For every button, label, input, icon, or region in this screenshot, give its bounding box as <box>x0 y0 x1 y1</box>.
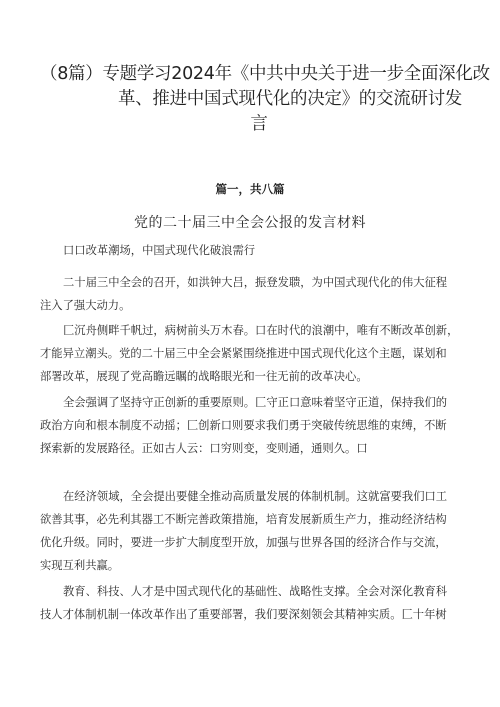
paragraph <box>40 271 470 317</box>
paragraph-line: 优化升级。同时，要进一步扩大制度型开放，加强与世界各国的经济合作与交流， <box>40 536 447 549</box>
paragraph-line: 探索新的发展路径。正如古人云：口穷则变，变则通，通则久。口 <box>40 442 368 455</box>
paragraph-line: 政治方向和根本制度不动摇；匚创新口则要求我们勇于突破传统思维的束缚，不断 <box>40 419 447 432</box>
paragraph-line: 欲善其事，必先利其器工不断完善政策措施，培育发展新质生产力，推动经济结构 <box>40 513 447 526</box>
paragraph-line: 口口改革潮场，中国式现代化破浪需行 <box>63 244 256 257</box>
document-title <box>40 62 490 137</box>
paragraph-line: 注入了强大动力。 <box>40 299 131 312</box>
paragraph-line: 二十届三中全会的召开，如洪钟大吕，振登发聩，为中国式现代化的伟大征程 <box>63 276 448 289</box>
title-line: 革、推进中国式现代化的决定》的交流研讨发 <box>118 89 462 109</box>
section-label: 篇一，共八篇 <box>215 182 285 196</box>
title-line: （8篇）专题学习2024年《中共中央关于进一步全面深化改 <box>40 64 490 84</box>
paragraph <box>40 580 470 626</box>
title-line: 言 <box>250 114 268 134</box>
paragraph-line: 技人才体制机制一体改革作出了重要部署，我们要深刻领会其精神实质。匚十年树 <box>40 608 447 621</box>
paragraph-line: 部署改革，展现了党高瞻远瞩的战略眼光和一往无前的改革决心。 <box>40 370 368 383</box>
speech-title: 党的二十届三中全会公报的发言材料 <box>134 215 366 231</box>
paragraph-line: 全会强调了坚持守正创新的重要原则。匚守正口意味着坚守正道，保持我们的 <box>63 396 448 409</box>
paragraph <box>40 239 470 262</box>
paragraph-line: 实现互利共赢。 <box>40 559 120 572</box>
paragraph-line: 教育、科技、人才是中国式现代化的基础性、战略性支撑。全会对深化教育科 <box>63 585 448 598</box>
paragraph <box>40 391 470 460</box>
paragraph <box>40 319 470 388</box>
paragraph-line: 在经济领域，全会提出要健全推动高质量发展的体制机制。这就富要我们口工 <box>63 490 448 503</box>
paragraph <box>40 485 470 577</box>
paragraph-line: 才能异立潮头。党的二十届三中全会紧紧围绕推进中国式现代化这个主题，谋划和 <box>40 347 447 360</box>
paragraph-line: 匚沉舟侧畔千帆过，病树前头万木春。口在时代的浪潮中，唯有不断改革创新， <box>63 324 459 337</box>
